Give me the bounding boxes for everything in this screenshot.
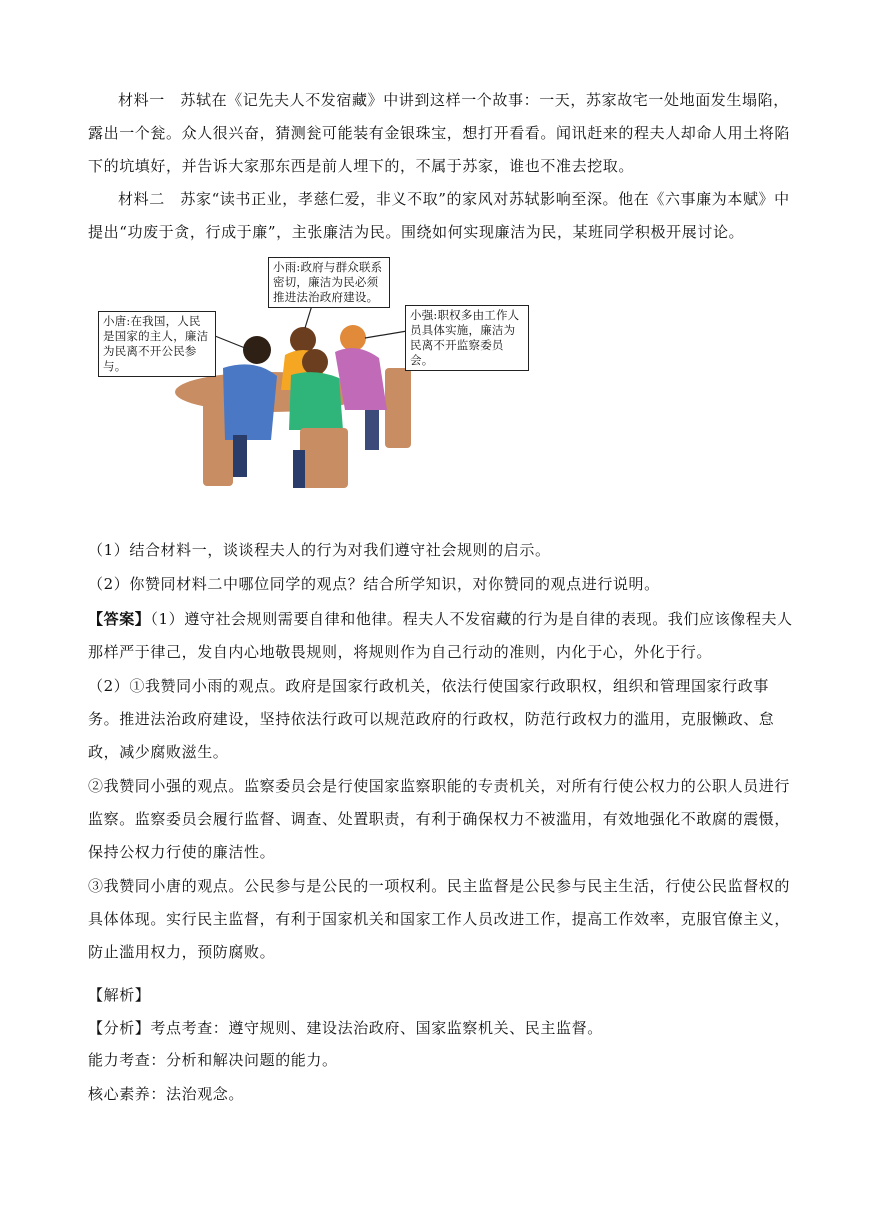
answer-part-2: （2）①我赞同小雨的观点。政府是国家行政机关，依法行使国家行政职权，组织和管理国家行政事务。推进法治政府建设，坚持依法行政可以规范政府的行政权，防范行政权力的滥用，克服懒政、怠政，减少腐败滋生。 [88, 677, 775, 761]
bubble-xiaotang: 小唐:在我国，人民是国家的主人，廉洁为民离不开公民参与。 [98, 311, 216, 377]
analysis-core: 核心素养：法治观念。 [88, 1085, 245, 1103]
analysis-ability: 能力考查：分析和解决问题的能力。 [88, 1051, 338, 1069]
answer-label: 【答案】 [88, 610, 151, 628]
answer-text-1: （1）遵守社会规则需要自律和他律。程夫人不发宿藏的行为是自律的表现。我们应该像程夫人那样严于律己，发自内心地敬畏规则，将规则作为自己行动的准则，内化于心，外化于行。 [88, 610, 793, 661]
analysis-label: 【解析】 [88, 986, 151, 1004]
question-2: （2）你赞同材料二中哪位同学的观点？结合所学知识，对你赞同的观点进行说明。 [88, 575, 660, 593]
analysis-fenxi: 【分析】考点考查：遵守规则、建设法治政府、国家监察机关、民主监督。 [88, 1019, 603, 1037]
bubble-xiaoqiang: 小强:职权多由工作人员具体实施，廉洁为民离不开监察委员会。 [405, 305, 529, 371]
material-1: 材料一 苏轼在《记先夫人不发宿藏》中讲到这样一个故事：一天，苏家故宅一处地面发生塌陷，露出一个瓮。众人很兴奋，猜测瓮可能装有金银珠宝，想打开看看。闻讯赶来的程夫人却命人用土将陷下的坑填好，并告诉大家那东西是前人埋下的，不属于苏家，谁也不准去挖取。 [88, 91, 791, 175]
bubble-xiaoyu: 小雨:政府与群众联系密切，廉洁为民必须推进法治政府建设。 [268, 257, 390, 308]
answer-part-3: ②我赞同小强的观点。监察委员会是行使国家监察职能的专责机关，对所有行使公权力的公职人员进行监察。监察委员会履行监督、调查、处置职责，有利于确保权力不被滥用，有效地强化不敢腐的震慑，保持公权力行使的廉洁性。 [88, 777, 791, 861]
answer-part-1 [88, 603, 793, 669]
material-2: 材料二 苏家“读书正业，孝慈仁爱，非义不取”的家风对苏轼影响至深。他在《六事廉为本赋》中提出“功废于贪，行成于廉”，主张廉洁为民。围绕如何实现廉洁为民，某班同学积极开展讨论。 [88, 190, 790, 241]
answer-part-4: ③我赞同小唐的观点。公民参与是公民的一项权利。民主监督是公民参与民主生活，行使公民监督权的具体体现。实行民主监督，有利于国家机关和国家工作人员改进工作，提高工作效率，克服官僚主义，防止滥用权力，预防腐败。 [88, 877, 791, 961]
question-1: （1）结合材料一，谈谈程夫人的行为对我们遵守社会规则的启示。 [88, 541, 551, 559]
